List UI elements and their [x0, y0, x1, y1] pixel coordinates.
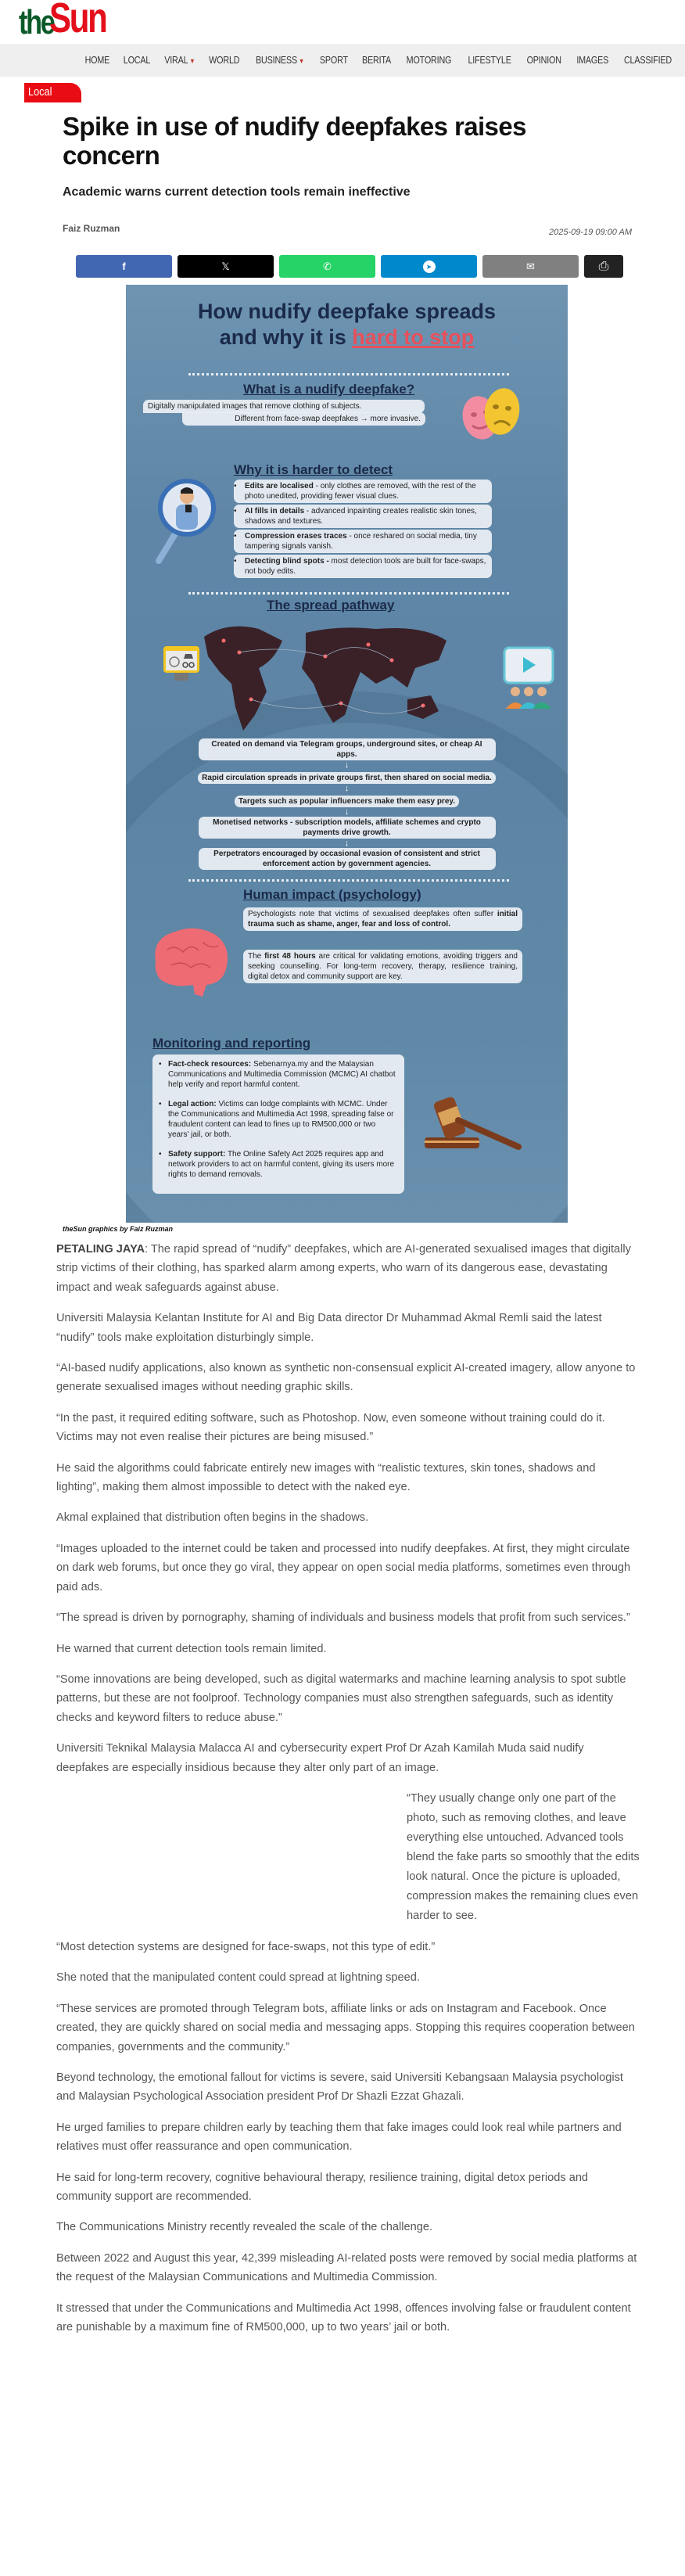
image-caption: theSun graphics by Faiz Ruzman — [63, 1225, 174, 1233]
monitor-item: • Safety support: The Online Safety Act 2025 requires app and network providers to act on harmful content, giving its users more rights to demand removals. — [159, 1149, 398, 1180]
why-item: • Edits are localised - only clothes are removed, with the rest of the photo unedited, providing fewer visual clues. — [234, 480, 492, 503]
spread-heading: The spread pathway — [267, 598, 395, 613]
logo-the: the — [19, 3, 54, 41]
dotted-divider — [188, 879, 509, 882]
monitor-heading: Monitoring and reporting — [152, 1036, 311, 1051]
human-heading: Human impact (psychology) — [243, 887, 421, 902]
site-logo[interactable] — [19, 2, 122, 42]
what-line-2: Different from face-swap deepfakes → more invasive. — [182, 412, 425, 426]
nav-item-world[interactable]: WORLD — [209, 55, 240, 66]
share-email-button[interactable] — [482, 255, 579, 278]
nav-item-opinion[interactable]: OPINION — [526, 55, 562, 66]
nav-item-motoring[interactable]: MOTORING — [406, 55, 452, 66]
brain-icon — [148, 922, 234, 1001]
video-audience-icon — [501, 646, 556, 709]
gavel-icon — [415, 1090, 525, 1161]
spread-step: Perpetrators encouraged by occasional evasion of consistent and strict enforcement action by government agencies. — [199, 848, 496, 870]
world-map-illustration — [188, 613, 486, 738]
monitor-item: • Legal action: Victims can lodge complaints with MCMC. Under the Communications and Multimedia Act 1998, spreading false or fraudulent content can lead to fines up to RM500,000 or two years' jail, or both. — [159, 1099, 398, 1140]
why-heading: Why it is harder to detect — [234, 462, 393, 477]
nav-item-local[interactable]: LOCAL — [123, 55, 150, 66]
infographic-title-line1: How nudify deepfake spreads — [197, 300, 497, 323]
share-bar — [76, 255, 623, 278]
infographic-title — [126, 299, 568, 350]
article-paragraph: “These services are promoted through Telegram bots, affiliate links or ads on Instagram and Facebook. Once created, they are quickly shared on social media and messaging apps. Stopping this requires cooperation between companies, governments and the community.” — [56, 2002, 635, 2053]
article-paragraph: “The spread is driven by pornography, shaming of individuals and business models that profit from such services.” — [56, 1611, 630, 1625]
article-paragraph: Between 2022 and August this year, 42,399 misleading AI-related posts were removed by social media platforms at the request of the Malaysian Communications and Multimedia Commission. — [56, 2251, 637, 2284]
whatsapp-icon: ✆ — [323, 260, 332, 272]
article-paragraph: He urged families to prepare children early by teaching them that fake images could look real while partners and relatives must offer reassurance and open communication. — [56, 2121, 622, 2154]
article-paragraph: It stressed that under the Communications and Multimedia Act 1998, offences involving false or fraudulent content are punishable by a maximum fine of RM500,000, up to two years’ jail or both. — [56, 2301, 631, 2334]
dotted-divider — [188, 373, 509, 375]
article-paragraph: “AI-based nudify applications, also known as synthetic non-consensual explicit AI-created imagery, allow anyone to generate sexualised images without needing graphic skills. — [56, 1362, 636, 1394]
caret-down-icon[interactable]: ▼ — [188, 57, 195, 65]
article-paragraph: Akmal explained that distribution often begins in the shadows. — [56, 1511, 369, 1525]
arrow-down-icon: ↓ — [344, 839, 350, 848]
why-item: • Detecting blind spots - most detection tools are built for face-swaps, not body edits. — [234, 555, 492, 578]
nav-item-viral[interactable]: VIRAL ▼ — [163, 55, 195, 66]
nav-item-classified[interactable]: CLASSIFIED — [624, 55, 672, 66]
article-paragraph: “Most detection systems are designed for face-swaps, not this type of edit.” — [56, 1940, 436, 1953]
spread-step: Created on demand via Telegram groups, underground sites, or cheap AI apps. — [199, 738, 496, 760]
infographic-title-highlight: hard to stop — [352, 325, 475, 349]
article-paragraph: “Images uploaded to the internet could be taken and processed into nudify deepfakes. At first, they might circulate on dark web forums, but once they go viral, they appear on open social media platforms, sometimes even through paid ads. — [56, 1542, 631, 1593]
article-paragraph: He said the algorithms could fabricate entirely new images with “realistic textures, skin tones, shadows and lighting”, making them almost impossible to detect with the naked eye. — [56, 1461, 596, 1494]
infographic-title-line2: and why it is hard to stop — [219, 325, 475, 349]
share-facebook-button[interactable] — [76, 255, 172, 278]
monitor-box — [152, 1054, 404, 1194]
nav-item-home[interactable]: HOME — [84, 55, 109, 66]
article-paragraph: Universiti Teknikal Malaysia Malacca AI and cybersecurity expert Prof Dr Azah Kamilah Muda said nudify deepfakes are especially insidious because they alter only part of an image. — [56, 1742, 584, 1774]
article-paragraph: He said for long-term recovery, cognitive behavioural therapy, resilience training, digital detox periods and community support are recommended. — [56, 2171, 589, 2203]
telegram-icon: ➤ — [423, 260, 436, 273]
article-body — [56, 1240, 639, 2348]
why-list — [234, 480, 492, 580]
monitor-list — [159, 1059, 398, 1180]
theatre-masks-icon — [458, 385, 525, 444]
human-paragraph-2: The first 48 hours are critical for validating emotions, avoiding triggers and seeking counselling. For long-term recovery, therapy, resilience training, digital detox and community support are key. — [243, 950, 522, 983]
author-name[interactable]: Faiz Ruzman — [63, 223, 120, 234]
category-label: Local — [28, 85, 52, 99]
why-item: • Compression erases traces - once reshared on social media, tiny tampering signals vanish. — [234, 530, 492, 553]
print-button[interactable] — [584, 255, 623, 278]
why-item: • AI fills in details - advanced inpainting creates realistic skin tones, shadows and textures. — [234, 505, 492, 528]
infographic — [126, 285, 568, 1223]
share-x-button[interactable] — [178, 255, 274, 278]
nav-item-lifestyle[interactable]: LIFESTYLE — [468, 55, 511, 66]
nav-item-berita[interactable]: BERITA — [362, 55, 392, 66]
caret-down-icon[interactable]: ▼ — [298, 57, 305, 65]
article-paragraph: “In the past, it required editing software, such as Photoshop. Now, even someone without training could do it. Victims may not even realise their pictures are being misused.” — [56, 1411, 605, 1444]
what-line-1: Digitally manipulated images that remove clothing of subjects. — [143, 400, 425, 413]
article-paragraph: Beyond technology, the emotional fallout for victims is severe, said Universiti Kebangsaan Malaysia psychologist and Malaysian Psychological Association president Prof Dr Shazli Ezzat Ghazali. — [56, 2071, 623, 2104]
arrow-down-icon: ↓ — [344, 807, 350, 817]
subheadline: Academic warns current detection tools remain ineffective — [63, 185, 411, 199]
nav-item-business[interactable]: BUSINESS ▼ — [255, 55, 305, 66]
printer-icon: ⎙ — [598, 259, 609, 273]
spread-step: Monetised networks - subscription models, affiliate schemes and crypto payments drive growth. — [199, 817, 496, 839]
main-nav — [78, 44, 680, 77]
article-paragraph: The Communications Ministry recently revealed the scale of the challenge. — [56, 2221, 433, 2234]
arrow-down-icon: ↓ — [344, 760, 350, 770]
human-paragraph-1: Psychologists note that victims of sexualised deepfakes often suffer initial trauma such as shame, anger, fear and loss of control. — [243, 907, 522, 931]
spread-step: Targets such as popular influencers make them easy prey. — [235, 796, 459, 807]
email-icon: ✉ — [526, 260, 535, 272]
article-paragraph: He warned that current detection tools remain limited. — [56, 1642, 327, 1655]
monitor-item: • Fact-check resources: Sebenarnya.my and the Malaysian Communications and Multimedia Commission (MCMC) AI chatbot help verify and report harmful content. — [159, 1059, 398, 1090]
category-badge[interactable] — [24, 83, 81, 102]
dotted-divider — [188, 592, 509, 595]
nav-item-images[interactable]: IMAGES — [576, 55, 608, 66]
x-icon: 𝕏 — [221, 260, 230, 272]
what-heading: What is a nudify deepfake? — [243, 382, 415, 397]
logo-sun: Sun — [49, 0, 106, 41]
main-nav-bar — [0, 44, 685, 77]
spread-step: Rapid circulation spreads in private groups first, then shared on social media. — [198, 772, 496, 784]
share-whatsapp-button[interactable] — [279, 255, 375, 278]
share-telegram-button[interactable] — [381, 255, 477, 278]
spread-flow — [126, 738, 568, 870]
pull-quote: “They usually change only one part of the photo, such as removing clothes, and leave everything else untouched. Advanced tools blend the fake parts so smoothly that the edits look natural. Once the picture is uploaded, compression makes the remaining clues even harder to see. — [407, 1791, 640, 1922]
dateline: PETALING JAYA — [56, 1243, 145, 1256]
article-paragraph: Universiti Malaysia Kelantan Institute for AI and Big Data director Dr Muhammad Akmal Remli said the latest “nudify” tools make exploitation disturbingly simple. — [56, 1312, 602, 1344]
article-paragraph: She noted that the manipulated content could spread at lightning speed. — [56, 1971, 420, 1985]
page-title: Spike in use of nudify deepfakes raises concern — [63, 112, 526, 170]
lead-paragraph: PETALING JAYA: The rapid spread of “nudify” deepfakes, which are AI-generated sexualised images that digitally strip victims of their clothing, has sparked alarm among experts, who warn of its dangerous ease, devastating impact and weak safeguards against abuse. — [56, 1243, 631, 1294]
nav-item-sport[interactable]: SPORT — [320, 55, 349, 66]
facebook-icon: f — [122, 260, 126, 272]
article-paragraph: “Some innovations are being developed, such as digital watermarks and machine learning analysis to spot subtle patterns, but these are not foolproof. Technology companies must also strengthen safeguards, such as identity checks and keyword filters to reduce abuse.” — [56, 1672, 626, 1724]
publish-datetime: 2025-09-19 09:00 AM — [549, 228, 632, 237]
arrow-down-icon: ↓ — [344, 784, 350, 793]
magnifier-person-icon — [151, 476, 221, 566]
